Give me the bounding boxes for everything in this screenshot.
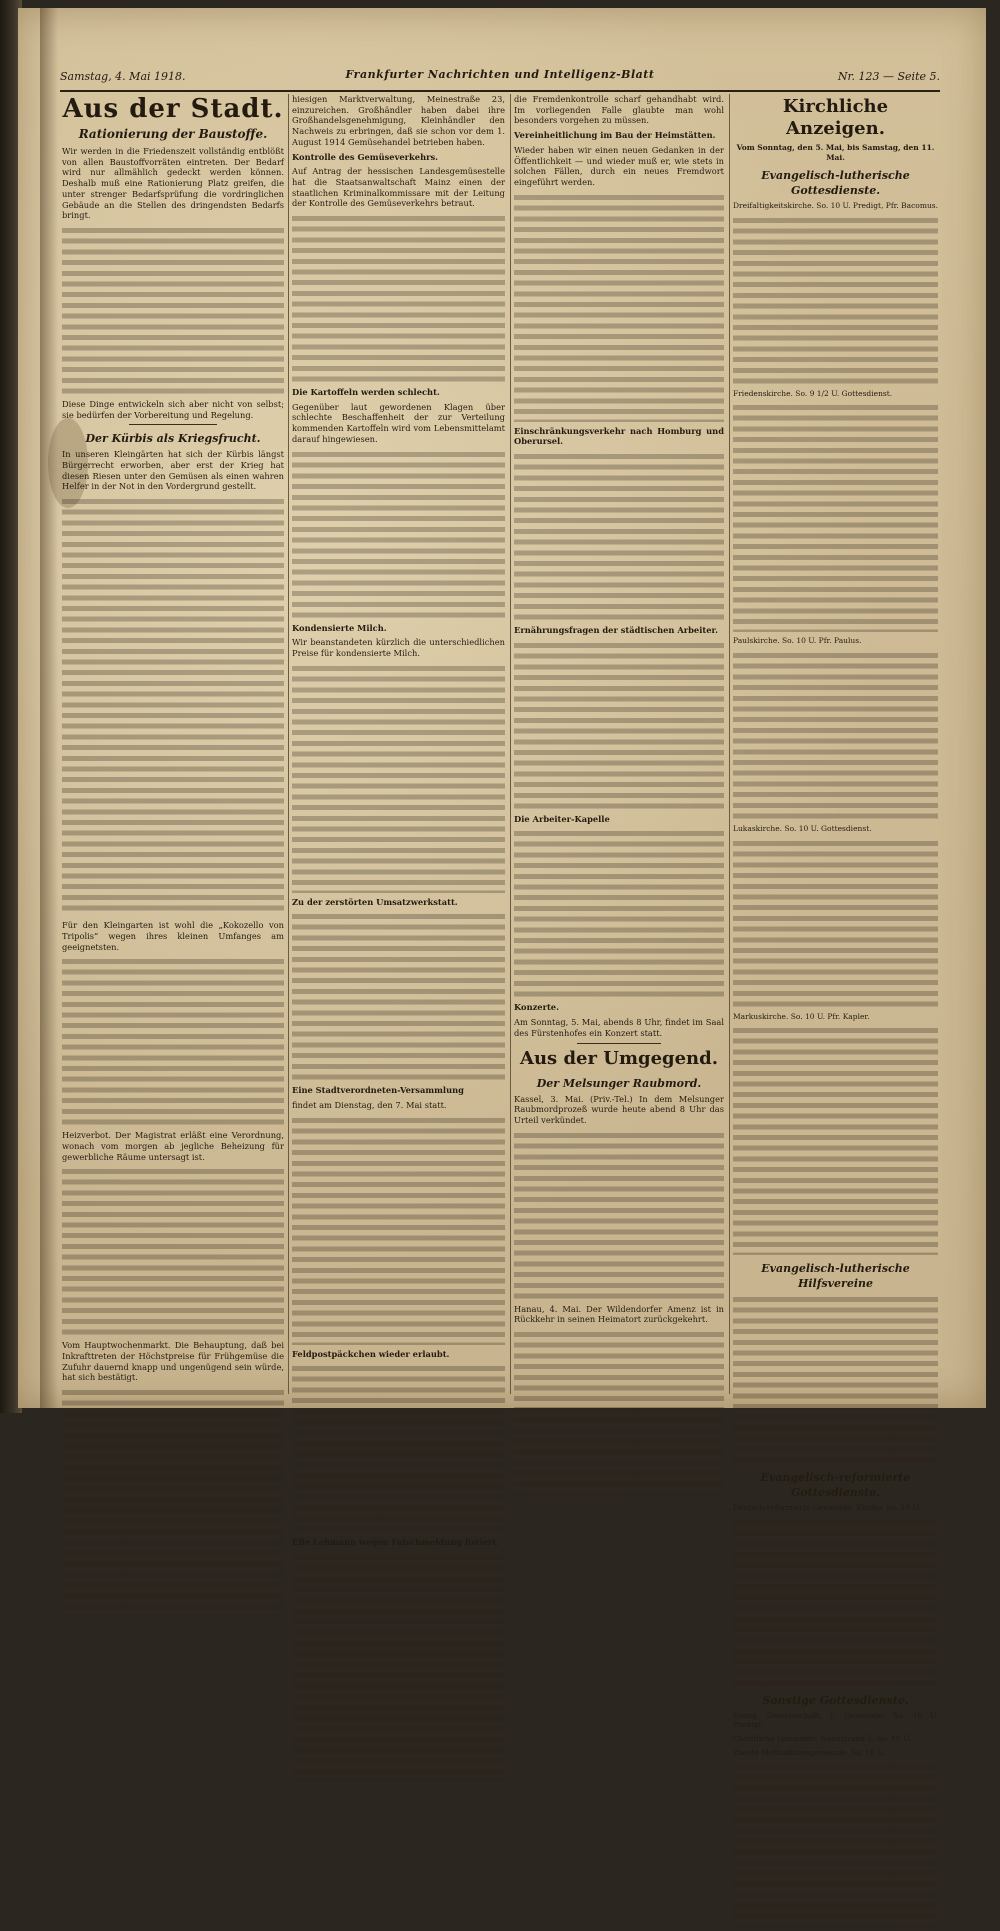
- section-headline: Aus der Stadt.: [62, 94, 284, 124]
- column-rule: [288, 94, 289, 1394]
- inline-heading: Die Arbeiter-Kapelle: [514, 813, 610, 824]
- article-headline: [292, 1085, 505, 1096]
- service-entry: Friedenskirche. So. 9 1/2 U. Gottesdienst.: [733, 388, 893, 398]
- article-paragraph: Wir beanstandeten kürzlich die unterschiedlichen Preise für kondensierte Milch.: [292, 637, 505, 658]
- listing-lines: [733, 1517, 938, 1687]
- article-paragraph: In unseren Kleingärten hat sich der Kürbis längst Bürgerrecht erworben, aber erst der Krieg hat diesen Riesen unter den Gemüsen als einen wahren Helfer in der Not in den Vordergrund gestellt.: [62, 449, 284, 492]
- section-headline: Aus der Umgegend.: [520, 1047, 718, 1069]
- article-paragraph: Kassel, 3. Mai. (Priv.-Tel.) In dem Melsunger Raubmordprozeß wurde heute abend 8 Uhr das Urteil verkündet.: [514, 1093, 724, 1125]
- article-paragraph: Auf Antrag der hessischen Landesgemüsestelle hat die Staatsanwaltschaft Mainz einen der staatlichen Kriminalkommissare mit der Leitung der Kontrolle des Gemüseverkehrs betraut.: [292, 166, 505, 209]
- service-entry: Lukaskirche. So. 10 U. Gottesdienst.: [733, 823, 872, 833]
- listing-lines: [733, 838, 938, 1008]
- article-paragraph: findet am Dienstag, den 7. Mai statt.: [292, 1100, 447, 1111]
- article-text-lines: [292, 663, 505, 893]
- listing-lines: [733, 1761, 938, 1931]
- article-headline: [292, 1537, 505, 1548]
- article-text-lines: [62, 1387, 284, 1617]
- column-rule: [510, 94, 511, 1394]
- article-text-lines: [292, 449, 505, 619]
- article-headline: [514, 130, 724, 141]
- article-text-lines: [62, 956, 284, 1126]
- divider: [129, 424, 218, 425]
- article-paragraph: Vom Hauptwochenmarkt. Die Behauptung, daß bei Inkrafttreten der Höchstpreise für Frühgemüse die Zufuhr dauernd knapp und ungenügend sein würde, hat sich bestätigt.: [62, 1340, 284, 1383]
- service-entry: Dreifaltigkeitskirche. So. 10 U. Predigt, Pfr. Bacomus.: [733, 201, 939, 211]
- page-header: [60, 62, 940, 92]
- article-headline: [292, 1349, 505, 1360]
- denomination-heading: Evangelisch-reformierte Gottesdienste.: [760, 1471, 911, 1500]
- article-paragraph: Für den Kleingarten ist wohl die „Kokozello von Tripolis“ wegen ihres kleinen Umfanges am geeignetsten.: [62, 920, 284, 952]
- inline-heading: Ernährungsfragen der städtischen Arbeiter.: [514, 625, 718, 636]
- issue-date: Samstag, 4. Mai 1918.: [60, 70, 186, 83]
- article-text-lines: [292, 911, 505, 1081]
- denomination-heading: Sonstige Gottesdienste.: [762, 1693, 909, 1707]
- article-headline: [292, 623, 505, 634]
- column-1: [62, 94, 284, 1394]
- inline-heading: Feldpostpäckchen wieder erlaubt.: [292, 1348, 450, 1359]
- article-paragraph: die Fremdenkontrolle scharf gehandhabt wird. Im vorliegenden Falle glaubte man wohl besonders vorgehen zu müssen.: [514, 94, 724, 126]
- listing-lines: [733, 650, 938, 820]
- article-paragraph: Diese Dinge entwickeln sich aber nicht von selbst; sie bedürfen der Vorbereitung und Regelung.: [62, 398, 284, 420]
- inline-heading: Einschränkungsverkehr nach Homburg und Oberursel.: [514, 425, 724, 447]
- article-headline: [292, 152, 505, 163]
- column-4: [733, 94, 939, 1757]
- inline-heading: Zu der zerstörten Umsatzwerkstatt.: [292, 896, 458, 907]
- article-text-lines: [514, 828, 724, 998]
- inline-heading: Kondensierte Milch.: [292, 622, 387, 633]
- service-entry: Evang. Gemeinschaft, 1. Gemeinde. So. 10 U. Predigt.: [733, 1710, 938, 1730]
- inline-heading: Konzerte.: [514, 1002, 559, 1013]
- column-2: [292, 94, 505, 1548]
- article-text-lines: [514, 1130, 724, 1300]
- article-paragraph: Hanau, 4. Mai. Der Wildendorfer Amenz ist in Rückkehr in seinen Heimatort zurückgekehrt.: [514, 1303, 724, 1325]
- article-headline: Der Kürbis als Kriegsfrucht.: [85, 432, 261, 446]
- article-text-lines: [514, 451, 724, 621]
- article-text-lines: [62, 225, 284, 395]
- column-3: [514, 94, 724, 1394]
- article-text-lines: [514, 1329, 724, 1499]
- article-paragraph: Wieder haben wir einen neuen Gedanken in der Öffentlichkeit — und wieder muß er, wie stets in solchen Fällen, durch ein neues Fremdwort eingeführt werden.: [514, 144, 724, 187]
- service-entry: Zweite Methodistengemeinde. So. 10 U.: [733, 1747, 886, 1757]
- article-headline: [514, 625, 724, 636]
- article-paragraph: Gegenüber laut gewordenen Klagen über schlechte Beschaffenheit der zur Verteilung kommenden Kartoffeln wird vom Lebensmittelamt darauf hingewiesen.: [292, 401, 505, 444]
- article-paragraph: Am Sonntag, 5. Mai, abends 8 Uhr, findet im Saal des Fürstenhofes ein Konzert statt.: [514, 1017, 724, 1038]
- service-entry: Christliche Gemeinde, Neuestraße 5. So. 10 U.: [733, 1733, 912, 1743]
- inline-heading: Die Kartoffeln werden schlecht.: [292, 387, 440, 398]
- article-headline: [292, 897, 505, 908]
- inline-heading: Elle Lehmann wegen Falschmeldung fistiert.: [292, 1537, 500, 1548]
- section-headline: Kirchliche Anzeigen.: [782, 96, 889, 139]
- denomination-heading: Evangelisch-lutherische Gottesdienste.: [761, 169, 910, 198]
- article-headline: [514, 814, 724, 825]
- article-text-lines: [62, 1166, 284, 1336]
- article-paragraph: Heizverbot. Der Magistrat erläßt eine Verordnung, wonach vom morgen ab jegliche Beheizung für gewerbliche Räume untersagt ist.: [62, 1130, 284, 1162]
- article-paragraph: Wir werden in die Friedenszeit vollständig entblößt von allen Baustoffvorräten eintreten. Der Bedarf wird nur allmählich gedeckt werden können. Deshalb muß eine Rationierung Platz greifen, die unter strenger Bedarfsprüfung die vordringlichen Gebäude an die Stellen des dringendsten Bedarfs bringt.: [62, 146, 284, 221]
- article-paragraph: hiesigen Marktverwaltung, Meinestraße 23, einzureichen. Großhändler haben dabei ihre Großhandelsgenehmigung, Kleinhändler den Nachweis zu erbringen, daß sie schon vor dem 1. August 1914 Gemüsehandel betrieben haben.: [292, 94, 505, 147]
- inline-heading: Vereinheitlichung im Bau der Heimstätten.: [514, 130, 716, 141]
- listing-lines: [733, 215, 938, 385]
- denomination-heading: Evangelisch-lutherische Hilfsvereine: [761, 1262, 910, 1291]
- article-text-lines: [292, 1115, 505, 1345]
- article-headline: [514, 426, 724, 447]
- masthead-title: Frankfurter Nachrichten und Intelligenz-Blatt: [345, 68, 655, 81]
- date-range: Vom Sonntag, den 5. Mai, bis Samstag, den 11. Mai.: [736, 143, 935, 162]
- article-headline: Der Melsunger Raubmord.: [536, 1076, 702, 1090]
- service-entry: Markuskirche. So. 10 U. Pfr. Kapler.: [733, 1011, 870, 1021]
- divider: [577, 1043, 661, 1044]
- inline-heading: Eine Stadtverordneten-Versammlung: [292, 1085, 464, 1096]
- article-text-lines: [292, 1363, 505, 1533]
- article-text-lines: [514, 192, 724, 422]
- inline-heading: Kontrolle des Gemüseverkehrs.: [292, 151, 439, 162]
- page-number: Nr. 123 — Seite 5.: [837, 70, 940, 83]
- article-text-lines: [62, 496, 284, 916]
- article-text-lines: [292, 213, 505, 383]
- column-rule: [729, 94, 730, 1394]
- service-entry: Paulskirche. So. 10 U. Pfr. Paulus.: [733, 636, 862, 646]
- article-headline: Rationierung der Baustoffe.: [78, 127, 268, 141]
- article-text-lines: [292, 1552, 505, 1782]
- article-text-lines: [514, 640, 724, 810]
- service-entry: Deutsch-reformierte Gemeinde. Kirche: So. 10 U.: [733, 1503, 921, 1513]
- listing-lines: [733, 1025, 938, 1255]
- article-headline: [514, 1002, 724, 1013]
- listing-lines: [733, 402, 938, 632]
- listing-lines: [733, 1294, 938, 1464]
- article-headline: [292, 387, 505, 398]
- page-fold: [40, 8, 58, 1408]
